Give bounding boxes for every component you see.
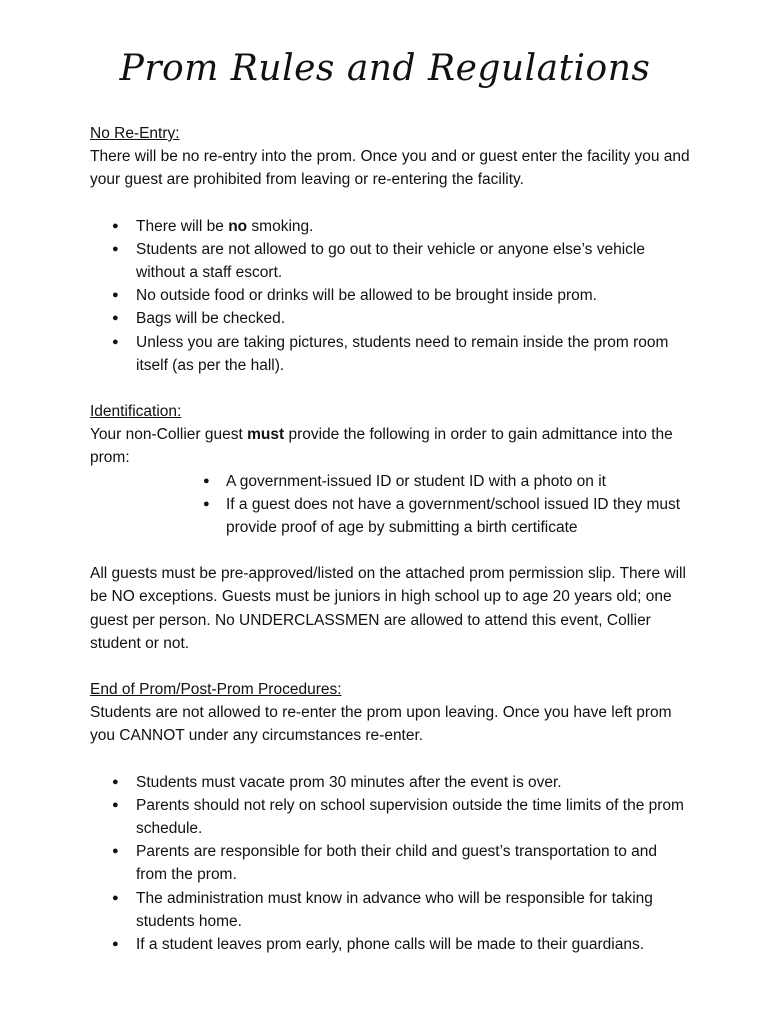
list-item: ● Bags will be checked. — [90, 307, 690, 330]
list-item: ● Students must vacate prom 30 minutes after the event is over. — [90, 771, 690, 794]
list-item: ● If a guest does not have a government/school issued ID they must provide proof of age by submitting a birth certificate — [90, 493, 686, 539]
section-end-of-prom — [90, 678, 690, 956]
list-end-of-prom-procedures — [90, 771, 690, 957]
paragraph-identification: Your non-Collier guest must provide the following in order to gain admittance into the prom: — [90, 426, 673, 467]
list-item: ● Students are not allowed to go out to their vehicle or anyone else’s vehicle without a staff escort. — [90, 238, 690, 284]
section-no-reentry — [90, 122, 690, 377]
list-item: ● Parents are responsible for both their child and guest’s transportation to and from the prom. — [90, 840, 690, 886]
section-heading-no-reentry: No Re-Entry: — [90, 125, 180, 142]
list-item: ● There will be no smoking. — [90, 215, 690, 238]
list-item: ● The administration must know in advance who will be responsible for taking students home. — [90, 887, 690, 933]
document-body — [90, 122, 690, 956]
page-title: Prom Rules and Regulations — [119, 48, 651, 89]
list-item: ● No outside food or drinks will be allowed to be brought inside prom. — [90, 284, 690, 307]
list-identification-requirements — [90, 470, 690, 540]
section-identification — [90, 400, 690, 655]
paragraph-guest-policy: All guests must be pre-approved/listed on the attached prom permission slip. There will be NO exceptions. Guests must be juniors in high school up to age 20 years old; one guest per person. No UNDERCLASSMEN are allowed to attend this event, Collier student or not. — [90, 565, 686, 652]
paragraph-no-reentry: There will be no re-entry into the prom. Once you and or guest enter the facility you and your guest are prohibited from leaving or re-entering the facility. — [90, 148, 690, 189]
list-item: ● Parents should not rely on school supervision outside the time limits of the prom schedule. — [90, 794, 690, 840]
list-item: ● If a student leaves prom early, phone calls will be made to their guardians. — [90, 933, 690, 956]
paragraph-end-of-prom: Students are not allowed to re-enter the prom upon leaving. Once you have left prom you CANNOT under any circumstances re-enter. — [90, 704, 672, 745]
section-heading-identification: Identification: — [90, 403, 182, 421]
list-item: ● A government-issued ID or student ID with a photo on it — [90, 470, 686, 493]
list-item: ● Unless you are taking pictures, students need to remain inside the prom room itself (as per the hall). — [90, 331, 690, 377]
section-heading-end-of-prom: End of Prom/Post-Prom Procedures: — [90, 681, 342, 699]
list-no-reentry-rules — [90, 215, 690, 377]
